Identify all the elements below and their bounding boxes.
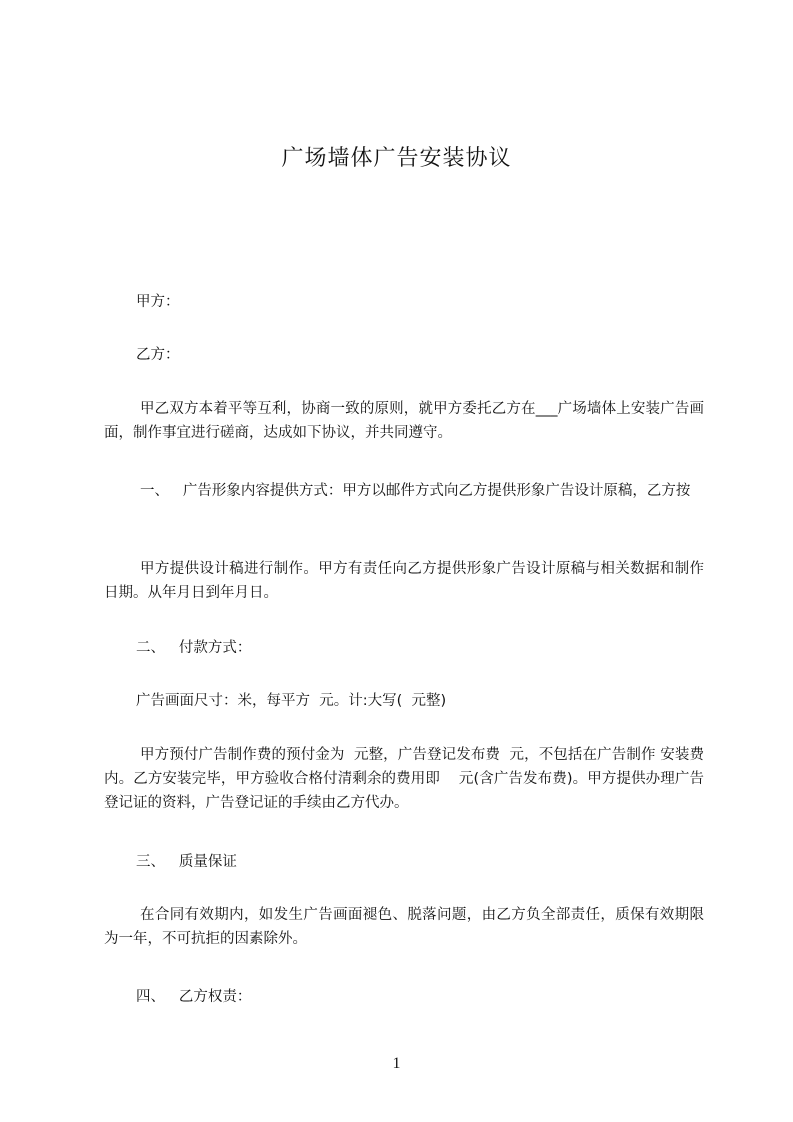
section-2-body: 甲方预付广告制作费的预付金为 元整，广告登记发布费 元，不包括在广告制作 安装费内。乙方安装完毕，甲方验收合格付清剩余的费用即 元(含广告发布费)。甲方提供办理广告登记证的资料，广告登记证的手续由乙方代办。 [104, 747, 704, 811]
party-b-line: 乙方： [136, 347, 180, 363]
intro-paragraph: 甲乙双方本着平等互利，协商一致的原则，就甲方委托乙方在___广场墙体上安装广告画面，制作事宜进行磋商，达成如下协议，并共同遵守。 [104, 401, 704, 441]
section-2-heading: 二、 付款方式： [136, 640, 252, 656]
section-1-body: 甲方提供设计稿进行制作。甲方有责任向乙方提供形象广告设计原稿与相关数据和制作日期。从年月日到年月日。 [104, 561, 704, 601]
section-2-size-line: 广告画面尺寸：米，每平方 元。计:大写( 元整) [136, 693, 447, 709]
page-number: 1 [392, 1055, 401, 1072]
document-title: 广场墙体广告安装协议 [281, 146, 512, 171]
section-1-heading: 一、 广告形象内容提供方式：甲方以邮件方式向乙方提供形象广告设计原稿，乙方按 [140, 483, 691, 499]
section-3-body: 在合同有效期内，如发生广告画面褪色、脱落问题，由乙方负全部责任，质保有效期限为一年，不可抗拒的因素除外。 [104, 907, 704, 947]
section-4-heading: 四、 乙方权责： [136, 989, 252, 1005]
section-3-heading: 三、 质量保证 [136, 854, 237, 870]
party-a-line: 甲方： [136, 294, 180, 310]
